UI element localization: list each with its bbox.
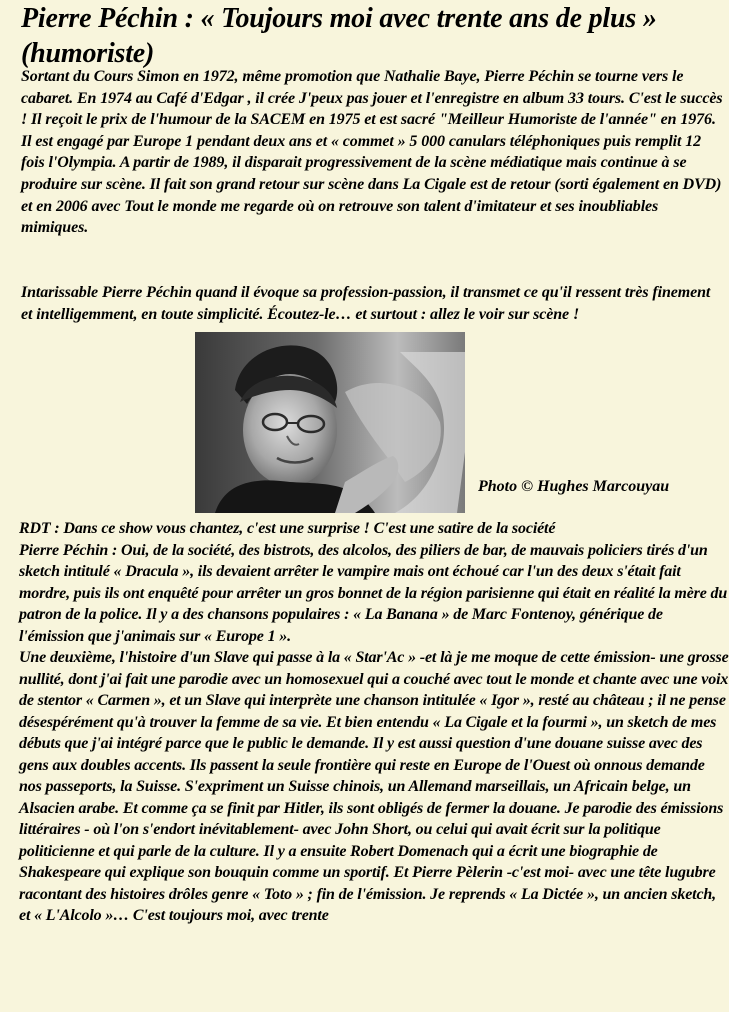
- interview-answer-1: Pierre Péchin : Oui, de la société, des bistrots, des alcolos, des piliers de bar, de mauvais policiers tirés d'un sketch intitulé « Dracula », ils devaient arrêter le vampire mais ont échoué car l'un des deux s'était fait mordre, puis ils ont enquêté pour arrêter un gros bonnet de la région parisienne qui était en réalité la mère du patron de la police. Il y a des chansons populaires : « La Banana » de Marc Fontenoy, générique de l'émission que j'animais sur « Europe 1 ».: [19, 541, 728, 645]
- photo-credit: Photo © Hughes Marcouyau: [478, 478, 670, 495]
- intro-paragraph: Sortant du Cours Simon en 1972, même promotion que Nathalie Baye, Pierre Péchin se tourne vers le cabaret. En 1974 au Café d'Edgar , il crée J'peux pas jouer et l'enregistre en album 33 tours. C'est le succès ! Il reçoit le prix de l'humour de la SACEM en 1975 et est sacré "Meilleur Humoriste de l'année" en 1976. Il est engagé par Europe 1 pendant deux ans et « commet » 5 000 canulars téléphoniques puis remplit 12 fois l'Olympia. A partir de 1989, il disparait progressivement de la scène médiatique mais continue à se produire sur scène. Il fait son grand retour sur scène dans La Cigale est de retour (sorti également en DVD) et en 2006 avec Tout le monde me regarde où on retrouve son talent d'imitateur et ses inoubliables mimiques.: [21, 68, 723, 237]
- portrait-illustration: [195, 332, 465, 513]
- interview-answer-2: Une deuxième, l'histoire d'un Slave qui passe à la « Star'Ac » -et là je me moque de cette émission- une grosse nullité, dont j'ai fait une parodie avec un homosexuel qui a couché avec tout le monde et chante avec une voix de stentor « Carmen », et un Slave qui interprète une chanson intitulée « Igor », resté au château ; il ne pense désespérément qu'à trouver la femme de sa vie. Et bien entendu « La Cigale et la fourmi », un sketch de mes débuts que j'ai intégré parce que le public le demande. Il y est aussi question d'une douane suisse avec des gens aux doubles accents. Ils passent la seule frontière qui reste en Europe de l'Ouest où onnous demande nos passeports, la Suisse. S'expriment un Suisse chinois, un Allemand marseillais, un Africain belge, un Alsacien arabe. Et comme ça se finit par Hitler, ils sont obligés de fermer la douane. Je parodie des émissions littéraires - où l'on s'endort inévitablement- avec John Short, ou celui qui avait écrit sur la politique politicienne et qui parle de la culture. Il y a ensuite Robert Domenach qui a écrit une biographie de Shakespeare qui explique son bouquin comme un sportif. Et Pierre Pèlerin -c'est moi- avec une tête lugubre racontant des histoires drôles genre « Toto » ; fin de l'émission. Je reprends « La Dictée », un ancien sketch, et « L'Alcolo »… C'est toujours moi, avec trente: [19, 649, 729, 924]
- second-paragraph: Intarissable Pierre Péchin quand il évoque sa profession-passion, il transmet ce qu'il ressent très finement et intelligemment, en toute simplicité. Écoutez-le… et surtout : allez le voir sur scène !: [21, 284, 711, 323]
- article-title: Pierre Péchin : « Toujours moi avec trente ans de plus » (humoriste): [21, 3, 657, 69]
- interview-question: RDT : Dans ce show vous chantez, c'est une surprise ! C'est une satire de la société: [19, 520, 556, 537]
- portrait-photo: [195, 332, 465, 513]
- interview-text: [19, 518, 729, 927]
